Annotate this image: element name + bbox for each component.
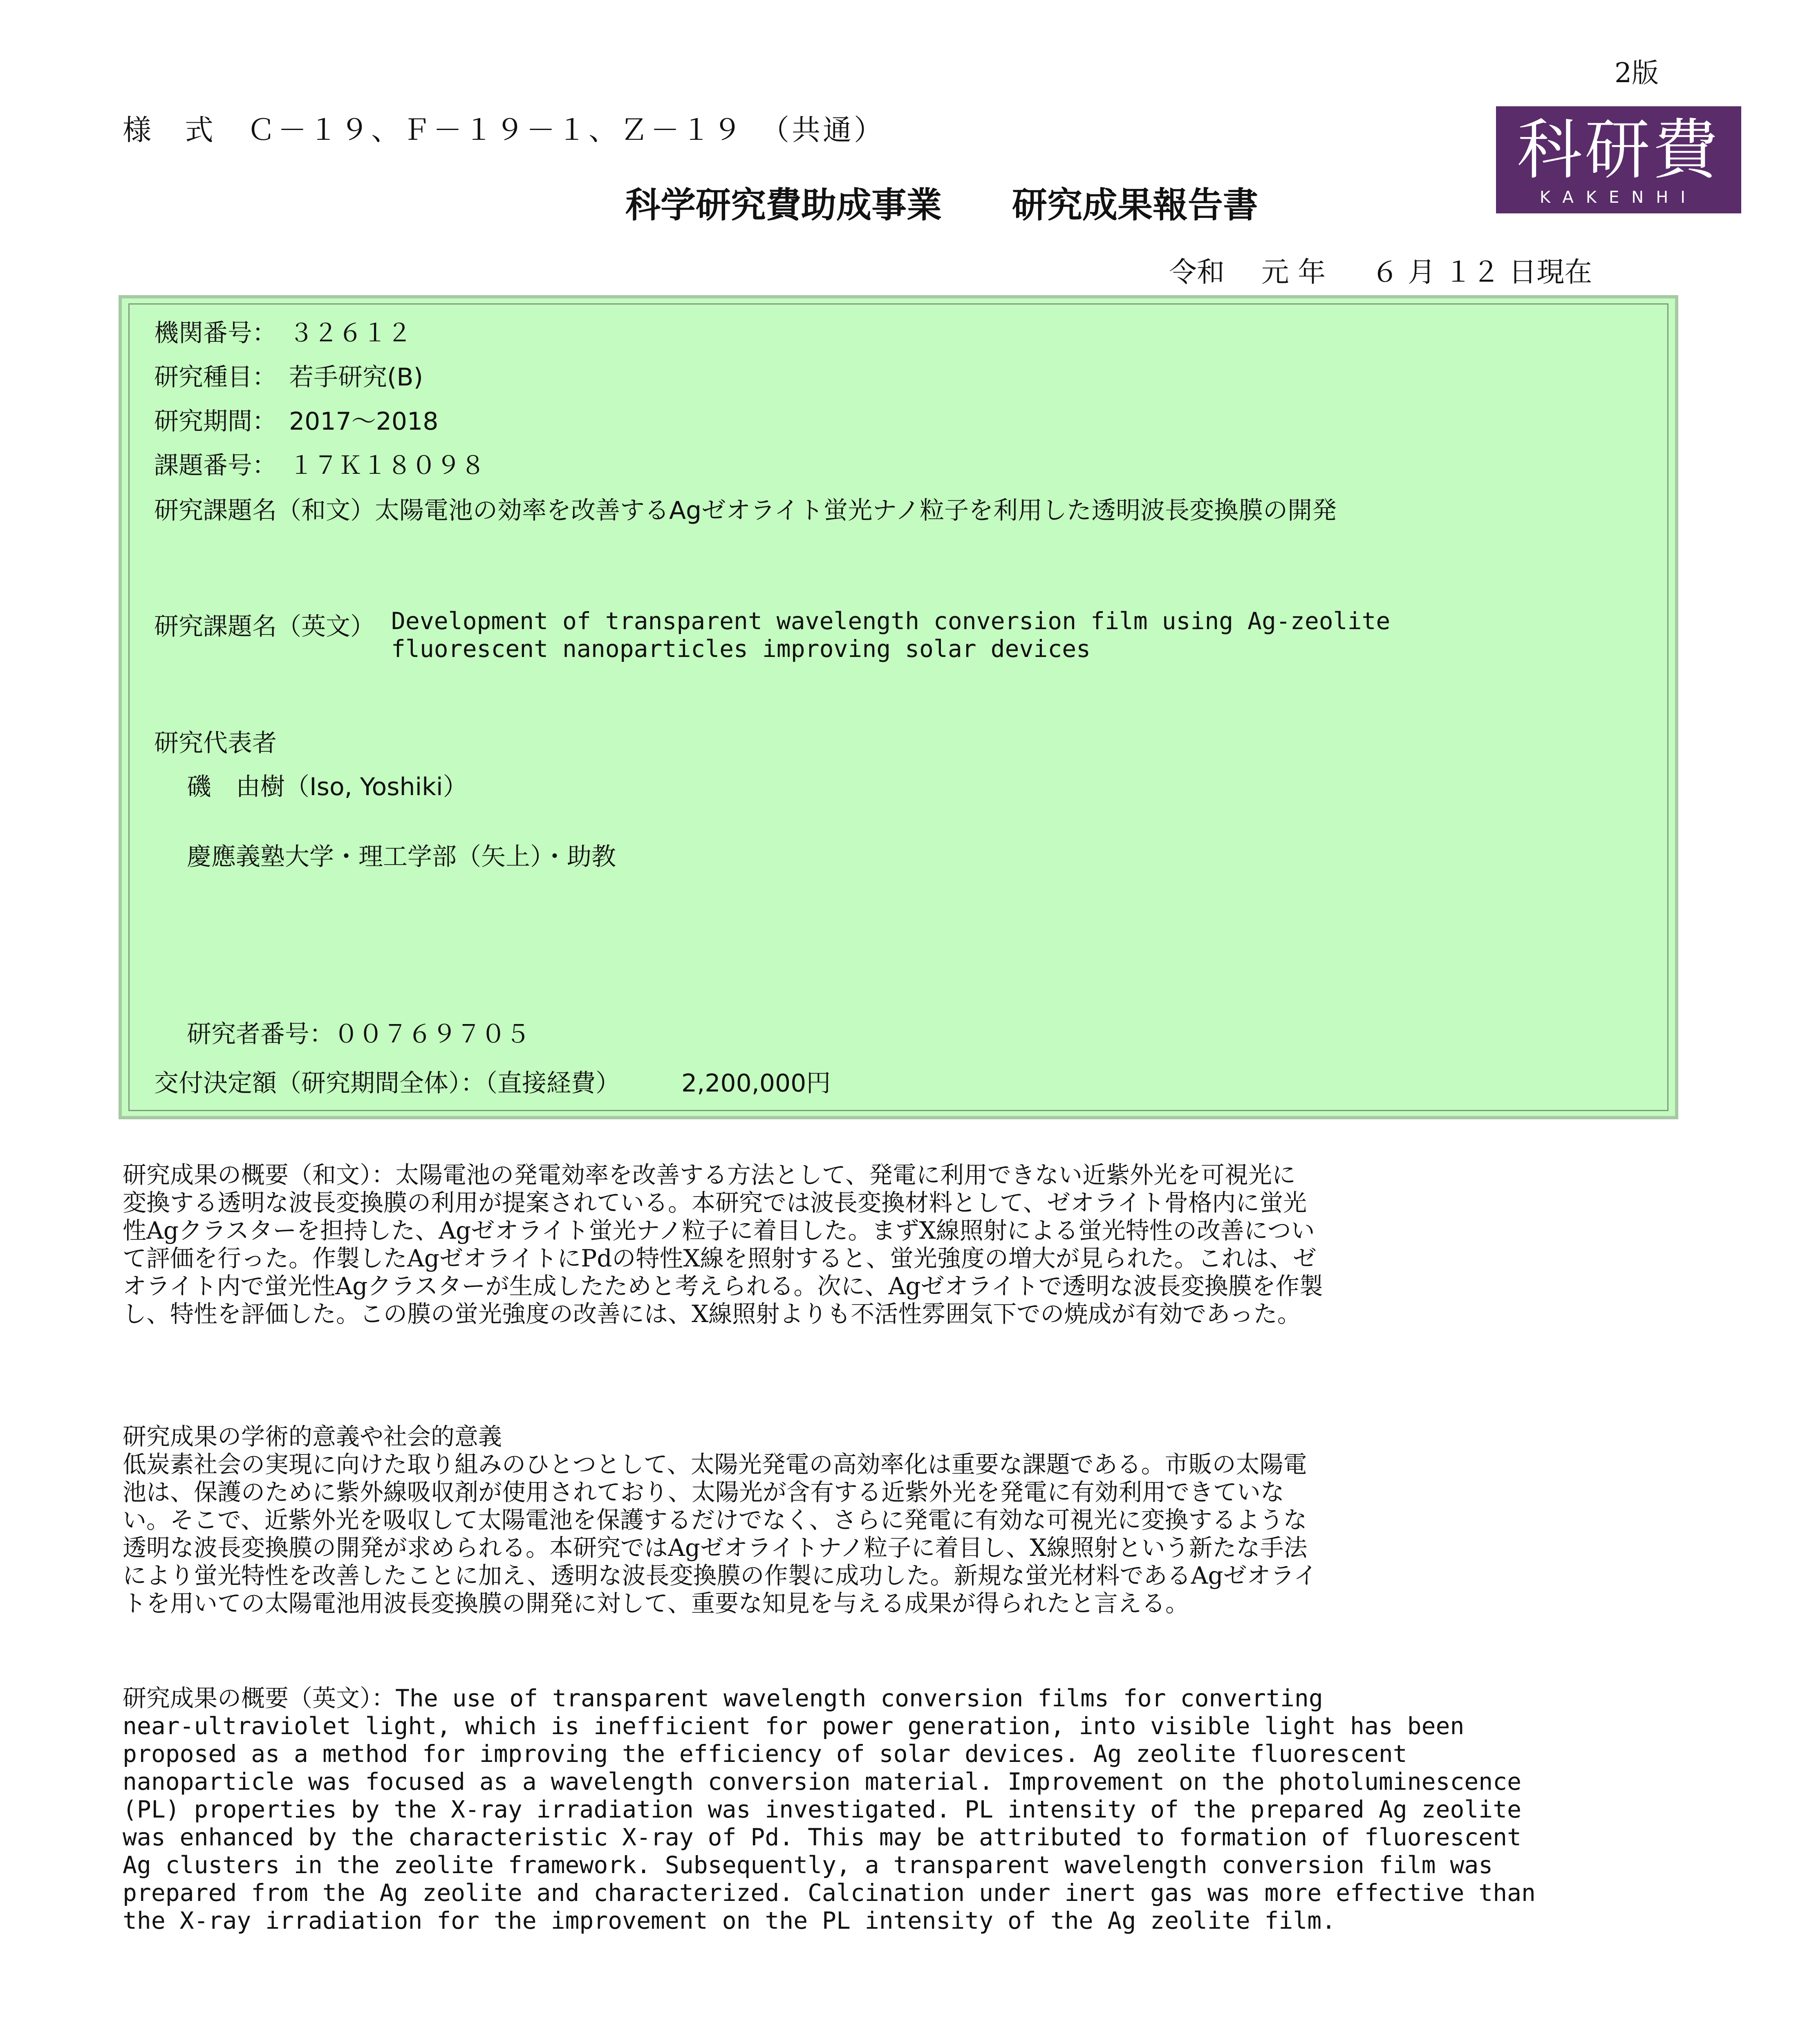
summary-en-line: Ag clusters in the zeolite framework. Subsequently, a transparent wavelength conversion film was [123,1851,1493,1879]
representative-label: 研究代表者 [154,729,277,758]
page-title: 科学研究費助成事業 研究成果報告書 [625,185,1258,226]
institution-number: 機関番号： ３２６１２ [154,319,412,347]
summary-en-line: proposed as a method for improving the efficiency of solar devices. Ag zeolite fluorescent [123,1740,1407,1768]
project-info-box [119,295,1678,1119]
form-code: 様 式 Ｃ－１９、Ｆ－１９－１、Ｚ－１９ （共通） [123,113,885,147]
project-title-en-label: 研究課題名（英文） [154,612,375,641]
report-date: 令和 元 年 ６ 月 １２ 日現在 [1169,256,1592,289]
project-title-ja: 研究課題名（和文）太陽電池の効率を改善するAgゼオライト蛍光ナノ粒子を利用した透明波長変換膜の開発 [154,496,1337,525]
significance-heading: 研究成果の学術的意義や社会的意義 [123,1423,502,1450]
research-type: 研究種目： 若手研究(B) [154,363,423,392]
project-info-inner [128,303,1668,1111]
summary-en-line: near-ultraviolet light, which is inefficient for power generation, into visible light has been [123,1712,1465,1740]
summary-en-line: nanoparticle was focused as a wavelength conversion material. Improvement on the photoluminescence [123,1768,1522,1795]
significance-line: い。そこで、近紫外光を吸収して太陽電池を保護するだけでなく、さらに発電に有効な可視光に変換するような [123,1506,1307,1534]
summary-ja-line: 性Agクラスターを担持した、Agゼオライト蛍光ナノ粒子に着目した。まずX線照射による蛍光特性の改善につい [123,1217,1315,1244]
summary-ja-line: し、特性を評価した。この膜の蛍光強度の改善には、X線照射よりも不活性雰囲気下での焼成が有効であった。 [123,1300,1301,1328]
summary-ja-line: て評価を行った。作製したAgゼオライトにPdの特性X線を照射すると、蛍光強度の増大が見られた。これは、ゼ [123,1244,1317,1272]
project-title-en-line2: fluorescent nanoparticles improving solar devices [391,635,1091,663]
representative-affiliation: 慶應義塾大学・理工学部（矢上）・助教 [187,843,616,871]
significance-line: トを用いての太陽電池用波長変換膜の開発に対して、重要な知見を与える成果が得られたと言える。 [123,1589,1189,1617]
version-label: 2版 [1615,57,1659,89]
grant-amount: 交付決定額（研究期間全体）：（直接経費） 2,200,000円 [154,1069,831,1098]
significance-line: 低炭素社会の実現に向けた取り組みのひとつとして、太陽光発電の高効率化は重要な課題である。市販の太陽電 [123,1450,1307,1478]
summary-ja-line: 変換する透明な波長変換膜の利用が提案されている。本研究では波長変換材料として、ゼオライト骨格内に蛍光 [123,1189,1307,1217]
significance-line: により蛍光特性を改善したことに加え、透明な波長変換膜の作製に成功した。新規な蛍光材料であるAgゼオライ [123,1562,1317,1589]
kakenhi-logo-main: 科研費 [1516,112,1720,188]
researcher-number: 研究者番号：００７６９７０５ [187,1020,530,1049]
significance-line: 透明な波長変換膜の開発が求められる。本研究ではAgゼオライトナノ粒子に着目し、X線照射という新たな手法 [123,1534,1308,1562]
summary-ja [123,1161,1635,1328]
research-period: 研究期間： 2017～2018 [154,407,439,436]
summary-en-line: 研究成果の概要（英文）：The use of transparent wavelength conversion films for converting [123,1684,1323,1712]
representative-name: 磯 由樹（Iso, Yoshiki） [187,773,468,801]
summary-en-line: the X-ray irradiation for the improvement on the PL intensity of the Ag zeolite film. [123,1907,1336,1934]
summary-ja-line: オライト内で蛍光性Agクラスターが生成したためと考えられる。次に、Agゼオライトで透明な波長変換膜を作製 [123,1272,1323,1300]
project-number: 課題番号： １７Ｋ１８０９８ [154,451,485,480]
summary-en-line: prepared from the Ag zeolite and characterized. Calcination under inert gas was more effective than [123,1879,1536,1907]
kakenhi-logo-sub: KAKENHI [1539,188,1698,207]
summary-ja-line: 研究成果の概要（和文）：太陽電池の発電効率を改善する方法として、発電に利用できない近紫外光を可視光に [123,1161,1296,1189]
summary-en-line: (PL) properties by the X-ray irradiation was investigated. PL intensity of the prepared Ag zeolite [123,1795,1522,1823]
kakenhi-logo [1496,106,1741,213]
significance-line: 池は、保護のために紫外線吸収剤が使用されており、太陽光が含有する近紫外光を発電に有効利用できていな [123,1478,1285,1506]
project-title-en-line1: Development of transparent wavelength conversion film using Ag-zeolite [391,607,1391,635]
summary-en [123,1684,1635,1934]
significance-section [123,1423,1635,1617]
summary-en-line: was enhanced by the characteristic X-ray of Pd. This may be attributed to formation of fluorescent [123,1823,1522,1851]
